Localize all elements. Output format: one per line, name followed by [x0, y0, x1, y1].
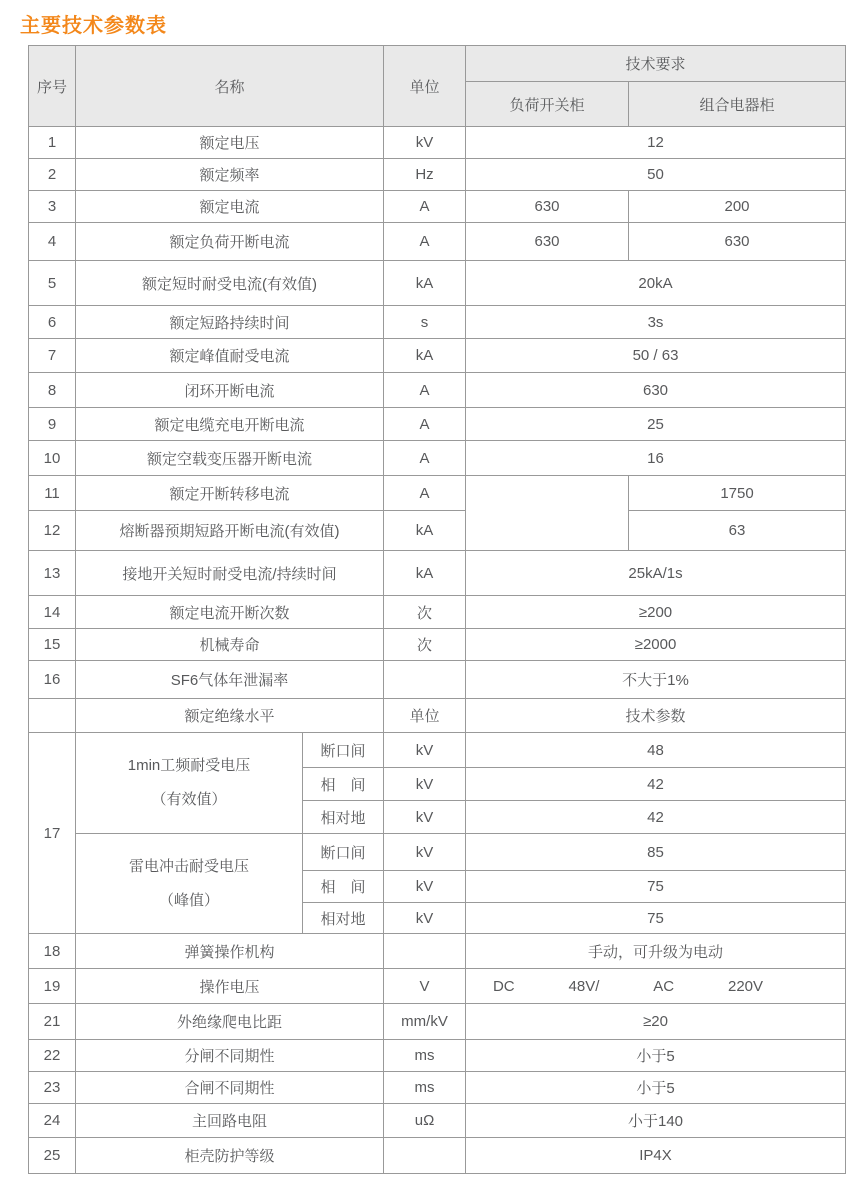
row-no: 16	[29, 661, 76, 699]
table-row	[29, 551, 846, 596]
row-unit: ms	[384, 1040, 466, 1072]
sub-row-label: 断口间	[303, 733, 384, 768]
name-line-2: （有效值）	[151, 791, 227, 808]
sub-row-label: 相对地	[303, 903, 384, 934]
row-value: 50	[466, 159, 846, 191]
row-value: ≥2000	[466, 629, 846, 661]
row-unit: 次	[384, 596, 466, 629]
table-row	[29, 1138, 846, 1174]
row-no: 10	[29, 441, 76, 476]
row-value: 小于5	[466, 1040, 846, 1072]
row-name: 额定负荷开断电流	[76, 223, 384, 261]
row-unit: uΩ	[384, 1104, 466, 1138]
row-no: 18	[29, 934, 76, 969]
row-no: 15	[29, 629, 76, 661]
row-no: 12	[29, 511, 76, 551]
table-row	[29, 339, 846, 373]
row-no: 23	[29, 1072, 76, 1104]
value-part: DC	[492, 977, 515, 995]
row-no	[29, 699, 76, 733]
row-unit: kA	[384, 511, 466, 551]
row-unit: A	[384, 441, 466, 476]
table-row	[29, 261, 846, 306]
row-unit: kV	[384, 733, 466, 768]
row-name: 额定电缆充电开断电流	[76, 408, 384, 441]
sub-row-label: 相 间	[303, 871, 384, 903]
row-value-combo: 63	[629, 511, 846, 551]
row-value: 小于5	[466, 1072, 846, 1104]
row-name: 额定开断转移电流	[76, 476, 384, 511]
sub-row-label: 相 间	[303, 768, 384, 801]
row-name: 额定电流	[76, 191, 384, 223]
row-unit: kV	[384, 871, 466, 903]
row-no: 14	[29, 596, 76, 629]
table-row	[29, 511, 846, 551]
table-row	[29, 969, 846, 1004]
row-unit: kV	[384, 127, 466, 159]
row-name: 合闸不同期性	[76, 1072, 384, 1104]
row-name: 额定空载变压器开断电流	[76, 441, 384, 476]
row-name: 熔断器预期短路开断电流(有效值)	[76, 511, 384, 551]
row-value: 75	[466, 871, 846, 903]
row-no: 25	[29, 1138, 76, 1174]
name-line-2: （峰值）	[158, 891, 219, 909]
table-row	[29, 306, 846, 339]
row-value-combo: 200	[629, 191, 846, 223]
table-row	[29, 127, 846, 159]
table-row	[29, 159, 846, 191]
row-value: 手动，可升级为电动	[466, 934, 846, 969]
row-unit: kA	[384, 261, 466, 306]
row-name-lightning-impulse	[76, 834, 303, 934]
row-no: 7	[29, 339, 76, 373]
row-no: 21	[29, 1004, 76, 1040]
row-value-operating-voltage	[466, 969, 846, 1004]
row-value: 25	[466, 408, 846, 441]
row-name: 额定峰值耐受电流	[76, 339, 384, 373]
row-value: 85	[466, 834, 846, 871]
row-unit: kV	[384, 834, 466, 871]
row-value: 50 / 63	[466, 339, 846, 373]
row-value: ≥200	[466, 596, 846, 629]
sub-row-label: 断口间	[303, 834, 384, 871]
row-value: 12	[466, 127, 846, 159]
row-name: 操作电压	[76, 969, 384, 1004]
row-value-combo: 630	[629, 223, 846, 261]
row-unit: kV	[384, 903, 466, 934]
row-value: 42	[466, 801, 846, 834]
insulation-section-row	[29, 699, 846, 733]
row-no: 19	[29, 969, 76, 1004]
table-row	[29, 1072, 846, 1104]
table-row	[29, 1040, 846, 1072]
row-unit	[384, 1138, 466, 1174]
table-row	[29, 373, 846, 408]
row-value-load: 630	[466, 191, 629, 223]
row-value: 630	[466, 373, 846, 408]
row-value: 不大于1%	[466, 661, 846, 699]
row-name: 机械寿命	[76, 629, 384, 661]
row-no: 13	[29, 551, 76, 596]
col-header-no: 序号	[29, 46, 76, 127]
row-no: 22	[29, 1040, 76, 1072]
table-row	[29, 408, 846, 441]
row-name: 额定绝缘水平	[76, 699, 384, 733]
table-row	[29, 661, 846, 699]
row-unit	[384, 934, 466, 969]
row-value: 75	[466, 903, 846, 934]
row-value-load: 630	[466, 223, 629, 261]
row-name: 柜壳防护等级	[76, 1138, 384, 1174]
row-no: 11	[29, 476, 76, 511]
row-value: 16	[466, 441, 846, 476]
row-no: 5	[29, 261, 76, 306]
row-value: 25kA/1s	[466, 551, 846, 596]
col-header-unit: 单位	[384, 46, 466, 127]
table-row	[29, 223, 846, 261]
row-value: 小于140	[466, 1104, 846, 1138]
row-no: 3	[29, 191, 76, 223]
row-unit: V	[384, 969, 466, 1004]
row-value: 48	[466, 733, 846, 768]
row-unit: Hz	[384, 159, 466, 191]
row-name: 分闸不同期性	[76, 1040, 384, 1072]
row-unit: 单位	[384, 699, 466, 733]
row-no: 8	[29, 373, 76, 408]
row-unit	[384, 661, 466, 699]
row-unit: kV	[384, 801, 466, 834]
col-header-name: 名称	[76, 46, 384, 127]
row-name: 主回路电阻	[76, 1104, 384, 1138]
row-value-combo: 1750	[629, 476, 846, 511]
row-value: 技术参数	[466, 699, 846, 733]
row-unit: A	[384, 191, 466, 223]
row-unit: 次	[384, 629, 466, 661]
row-unit: A	[384, 223, 466, 261]
value-part: 220V	[728, 977, 764, 995]
row-name: 额定电压	[76, 127, 384, 159]
table-row	[29, 596, 846, 629]
row-unit: ms	[384, 1072, 466, 1104]
row-value: IP4X	[466, 1138, 846, 1174]
row-no: 9	[29, 408, 76, 441]
row-unit: A	[384, 408, 466, 441]
row-name: 弹簧操作机构	[76, 934, 384, 969]
row-value: 42	[466, 768, 846, 801]
row-unit: kV	[384, 768, 466, 801]
table-row	[29, 733, 846, 768]
col-header-combined-apparatus-cabinet: 组合电器柜	[629, 82, 846, 127]
row-name-power-frequency	[76, 733, 303, 834]
row-name: 外绝缘爬电比距	[76, 1004, 384, 1040]
table-row	[29, 441, 846, 476]
page-title: 主要技术参数表	[20, 15, 167, 37]
name-line-1: 1min工频耐受电压	[127, 757, 251, 774]
table-row	[29, 1004, 846, 1040]
row-name: 额定电流开断次数	[76, 596, 384, 629]
row-name: 额定频率	[76, 159, 384, 191]
sub-row-label: 相对地	[303, 801, 384, 834]
row-no: 17	[29, 733, 76, 934]
spec-table	[28, 45, 846, 1174]
table-row	[29, 1104, 846, 1138]
row-unit: kA	[384, 339, 466, 373]
table-row	[29, 476, 846, 511]
operating-voltage-parts	[466, 978, 845, 995]
row-no: 1	[29, 127, 76, 159]
row-unit: kA	[384, 551, 466, 596]
row-name: 接地开关短时耐受电流/持续时间	[76, 551, 384, 596]
name-line-1: 雷电冲击耐受电压	[128, 857, 249, 875]
row-no: 4	[29, 223, 76, 261]
row-name: SF6气体年泄漏率	[76, 661, 384, 699]
row-value: 3s	[466, 306, 846, 339]
row-no: 2	[29, 159, 76, 191]
table-row	[29, 934, 846, 969]
value-part: AC	[653, 977, 675, 995]
row-value-load-empty	[466, 476, 629, 551]
row-value: ≥20	[466, 1004, 846, 1040]
row-value: 20kA	[466, 261, 846, 306]
col-header-load-switch-cabinet: 负荷开关柜	[466, 82, 629, 127]
row-unit: A	[384, 373, 466, 408]
col-header-requirements: 技术要求	[466, 46, 846, 82]
row-no: 24	[29, 1104, 76, 1138]
row-name: 闭环开断电流	[76, 373, 384, 408]
row-no: 6	[29, 306, 76, 339]
row-name: 额定短时耐受电流(有效值)	[76, 261, 384, 306]
row-unit: A	[384, 476, 466, 511]
value-part: 48V/	[568, 977, 600, 995]
row-unit: s	[384, 306, 466, 339]
table-row	[29, 191, 846, 223]
table-row	[29, 629, 846, 661]
row-unit: mm/kV	[384, 1004, 466, 1040]
table-row	[29, 834, 846, 871]
row-name: 额定短路持续时间	[76, 306, 384, 339]
